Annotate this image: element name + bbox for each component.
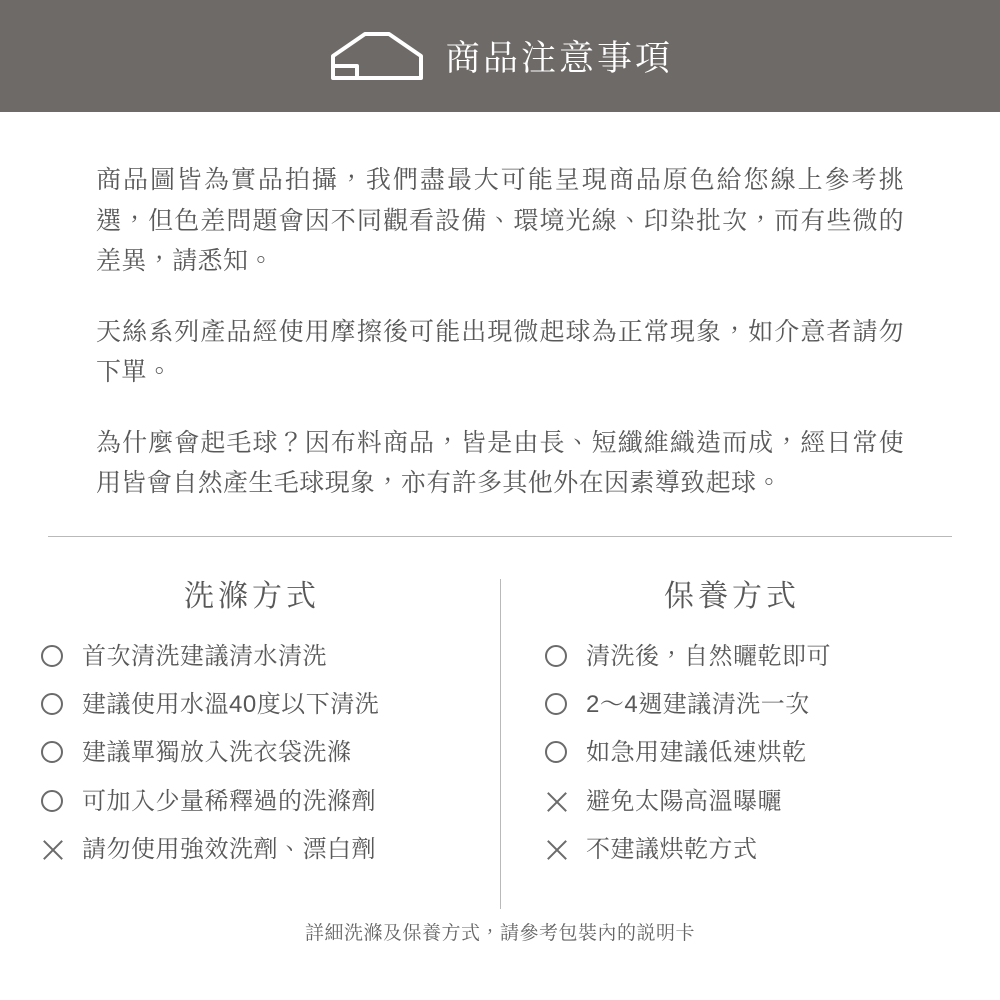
list-item-label: 避免太陽高溫曝曬 [586,787,782,815]
intro-paragraph-1: 商品圖皆為實品拍攝，我們盡最大可能呈現商品原色給您線上參考挑選，但色差問題會因不同觀看設備、環境光線、印染批次，而有些微的差異，請悉知。 [96,166,904,275]
maintenance-column-title: 保養方式 [664,579,800,613]
vertical-divider [500,579,501,909]
circle-mark-icon [544,644,570,670]
circle-mark-icon [40,789,66,815]
list-item [40,689,470,721]
washing-list [40,641,470,867]
list-item [544,786,960,818]
list-item [40,737,470,769]
washing-column-title: 洗滌方式 [184,579,320,613]
list-item-label: 請勿使用強效洗劑、漂白劑 [82,836,376,864]
circle-mark-icon [40,692,66,718]
care-instructions [0,571,1000,867]
list-item [40,641,470,673]
maintenance-list [544,641,960,867]
circle-mark-icon [544,692,570,718]
list-item [544,834,960,866]
list-item-label: 如急用建議低速烘乾 [586,739,807,767]
circle-mark-icon [40,644,66,670]
cross-mark-icon [40,837,66,863]
cross-mark-icon [544,837,570,863]
list-item-label: 首次清洗建議清水清洗 [82,642,327,670]
list-item [544,689,960,721]
intro-paragraph-3: 為什麼會起毛球？因布料商品，皆是由長、短纖維織造而成，經日常使用皆會自然產生毛球現象，亦有許多其他外在因素導致起球。 [96,428,904,497]
list-item-label: 2～4週建議清洗一次 [586,690,810,718]
list-item-label: 可加入少量稀釋過的洗滌劑 [82,787,376,815]
washing-column [40,571,500,867]
intro-paragraph-2: 天絲系列產品經使用摩擦後可能出現微起球為正常現象，如介意者請勿下單。 [96,317,904,386]
list-item [40,834,470,866]
cross-mark-icon [544,789,570,815]
intro-section [0,112,1000,504]
list-item [40,786,470,818]
list-item-label: 不建議烘乾方式 [586,836,758,864]
list-item-label: 清洗後，自然曬乾即可 [586,642,831,670]
circle-mark-icon [544,740,570,766]
list-item-label: 建議單獨放入洗衣袋洗滌 [82,739,352,767]
package-box-icon [327,28,427,84]
footer-note: 詳細洗滌及保養方式，請參考包裝內的説明卡 [304,923,695,945]
circle-mark-icon [40,740,66,766]
maintenance-column [500,571,960,867]
horizontal-divider [48,536,952,537]
page-title: 商品注意事項 [444,39,673,78]
page-header [0,0,1000,112]
list-item [544,737,960,769]
list-item-label: 建議使用水溫40度以下清洗 [82,690,380,718]
list-item [544,641,960,673]
